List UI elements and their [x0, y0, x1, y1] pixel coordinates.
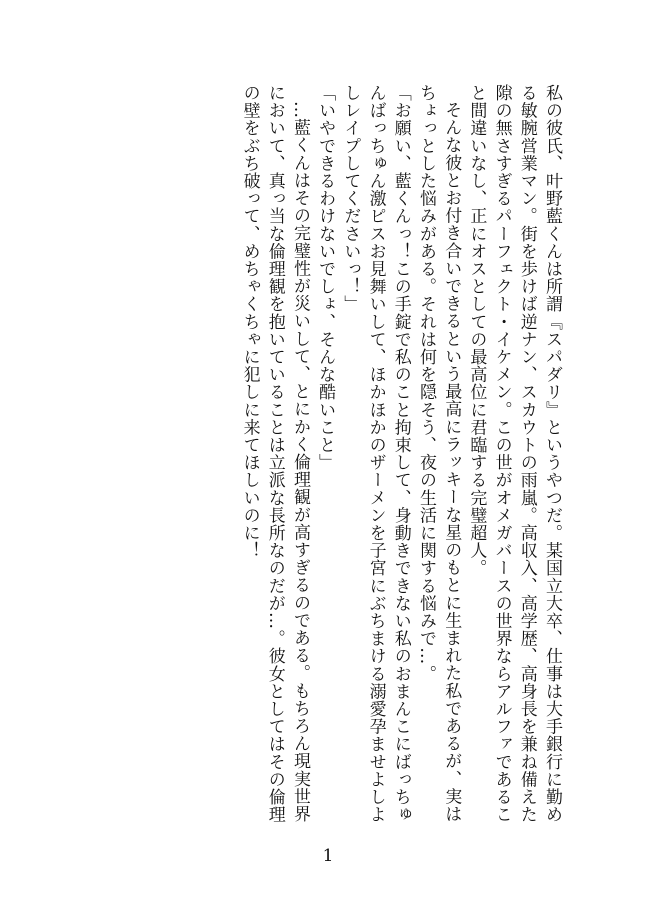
paragraph-2: そんな彼とお付き合いできるという最高にラッキーな星のもとに生まれた私であるが、実はちょっとした悩みがある。それは何を隠そう、夜の生活に関する悩みで…。: [415, 84, 462, 823]
paragraph-5: …藍くんはその完璧性が災いして、とにかく倫理観が高すぎるのである。もちろん現実世界において、真っ当な倫理観を抱いていることは立派な長所なのだが…。彼女としてはその倫理の壁をぶち破って、めちゃくちゃに犯しに来てほしいのに！: [239, 84, 310, 824]
vertical-text-block: [84, 84, 564, 824]
paragraph-3-dialogue: 「お願い、藍くんっ！この手錠で私のこと拘束して、身動きできない私のおまんこにばっちゅんばっちゅん激ピスお見舞いして、ほかほかのザーメンを子宮にぶちまける溺愛孕ませよしよしレイプしてくださいっ！」: [340, 84, 411, 824]
paragraph-1: 私の彼氏、叶野藍くんは所謂『スパダリ』というやつだ。某国立大卒、仕事は大手銀行に勤める敏腕営業マン。街を歩けば逆ナン、スカウトの雨嵐。高収入、高学歴、高身長を兼ね備えた隙の無さすぎるパーフェクト・イケメン。この世がオメガバースの世界ならアルファであること間違いなし、正にオスとしての最高位に君臨する完璧超人。: [466, 84, 562, 824]
page-number: 1: [322, 846, 334, 866]
paragraph-4-dialogue: 「いやできるわけないでしょ、そんな酷いこと」: [315, 84, 336, 472]
